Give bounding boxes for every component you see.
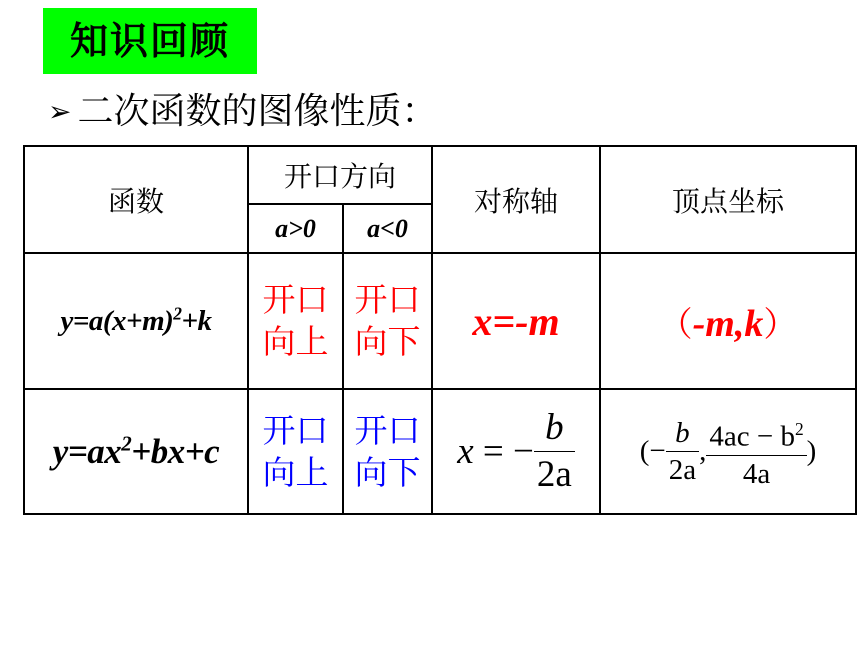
row2-function: $y=ax^2+bx+c$ xyxy=(24,389,248,514)
header-axis-of-symmetry: 对称轴 xyxy=(432,146,600,253)
row1-open-up: 开口 向上 xyxy=(248,253,343,389)
header-opening-direction: 开口方向 xyxy=(248,146,432,204)
vertex-y-fraction: $\frac{4ac - b^2}{4a}$ xyxy=(706,411,806,492)
section-title: 知识回顾 xyxy=(43,8,257,74)
row2-vertex: (− $\frac{b}{2a}$ , $\frac{4ac - b^2}{4a}$ ) xyxy=(600,389,856,514)
row2-open-down: 开口 向下 xyxy=(343,389,432,514)
row1-function: $y=a(x+m)^2+k$ xyxy=(24,253,248,389)
header-function: 函数 xyxy=(24,146,248,253)
subtitle xyxy=(48,88,437,136)
row2-open-up: 开口 向上 xyxy=(248,389,343,514)
arrow-bullet-icon: ➢ xyxy=(48,95,72,128)
axis-fraction: $\frac{b}{2a}$ xyxy=(534,405,575,498)
row1-vertex: （-m,k） xyxy=(600,253,856,389)
row1-axis: x=-m xyxy=(432,253,600,389)
row1-open-down: 开口 向下 xyxy=(343,253,432,389)
row2-axis: x = − $\frac{b}{2a}$ xyxy=(432,389,600,514)
subtitle-text: 二次函数的图像性质： xyxy=(77,91,438,132)
header-a-negative: a<0 xyxy=(343,204,432,253)
header-vertex: 顶点坐标 xyxy=(600,146,856,253)
vertex-x-fraction: $\frac{b}{2a}$ xyxy=(666,415,699,488)
header-a-positive: a>0 xyxy=(248,204,343,253)
quadratic-properties-table xyxy=(23,145,857,515)
